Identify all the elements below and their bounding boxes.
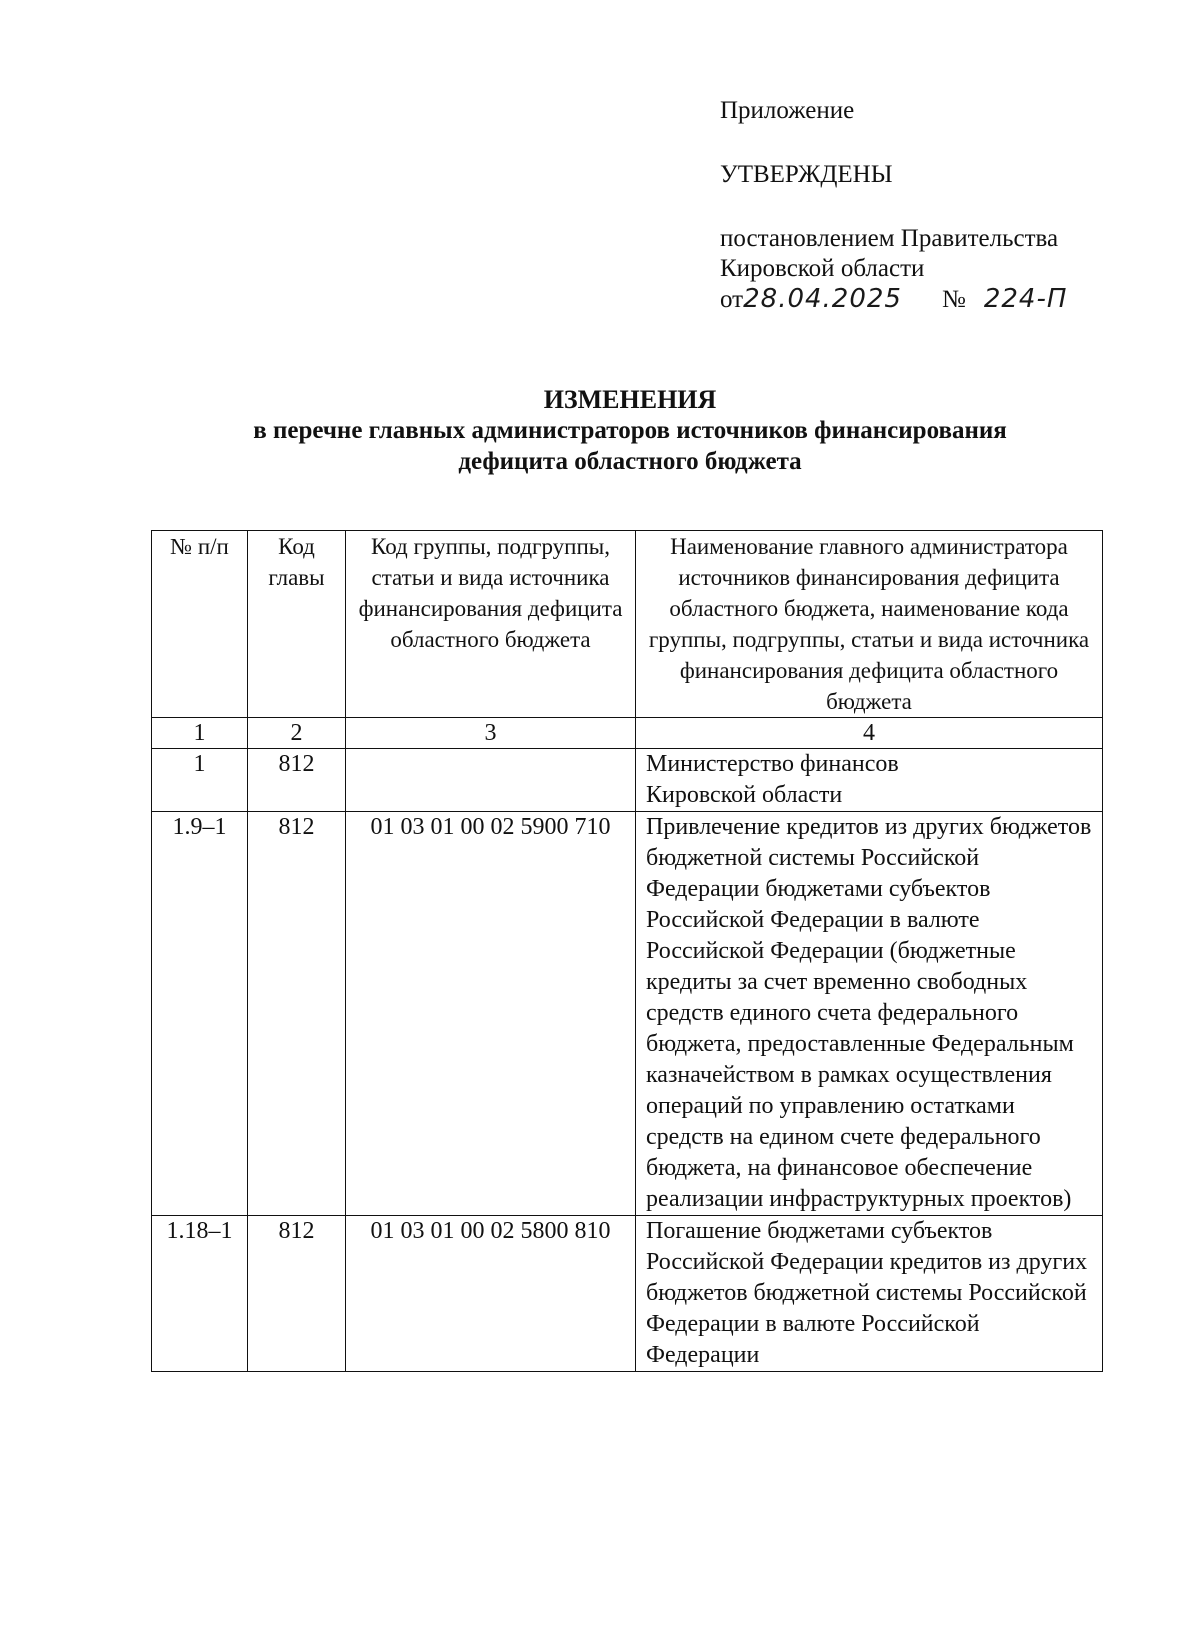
administrators-table — [151, 530, 1103, 1372]
row-number: 1.18–1 — [152, 1216, 248, 1372]
header-chapter-code: Код главы — [248, 531, 346, 718]
chapter-code: 812 — [248, 1216, 346, 1372]
administrator-name: Погашение бюджетами субъектов Российской Федерации кредитов из других бюджетов бюджетной системы Российской Федерации в валюте Российской Федерации — [636, 1216, 1103, 1372]
decree-date-number — [720, 284, 1160, 315]
chapter-code: 812 — [248, 749, 346, 812]
column-number: 3 — [346, 718, 636, 749]
table-row — [152, 1216, 1103, 1372]
document-title: ИЗМЕНЕНИЯ — [543, 385, 717, 414]
row-number: 1.9–1 — [152, 812, 248, 1216]
header-source-code: Код группы, подгруппы, статьи и вида источника финансирования дефицита областного бюджета — [346, 531, 636, 718]
approved-label: УТВЕРЖДЕНЫ — [720, 161, 893, 188]
source-code: 01 03 01 00 02 5800 810 — [346, 1216, 636, 1372]
document-heading — [100, 384, 1160, 477]
source-code — [346, 749, 636, 812]
header-administrator-name: Наименование главного администратора источников финансирования дефицита областного бюджета, наименование кода группы, подгруппы, статьи и вида источника финансирования дефицита областного бюджета — [636, 531, 1103, 718]
appendix-label: Приложение — [720, 97, 855, 124]
administrator-name: Министерство финансов Кировской области — [636, 749, 1103, 812]
handwritten-date: 28.04.2025 — [743, 284, 902, 314]
decree-line-2: Кировской области — [720, 255, 925, 282]
table-row — [152, 812, 1103, 1216]
handwritten-number: 224-П — [983, 284, 1068, 314]
approval-block — [720, 96, 1160, 315]
chapter-code: 812 — [248, 812, 346, 1216]
date-prefix: от — [720, 286, 744, 313]
row-number: 1 — [152, 749, 248, 812]
table-header-row — [152, 531, 1103, 718]
administrator-name: Привлечение кредитов из других бюджетов бюджетной системы Российской Федерации бюджетами субъектов Российской Федерации в валюте Российской Федерации (бюджетные кредиты за счет временно свободных средств единого счета федерального бюджета, предоставленные Федеральным казначейством в рамках осуществления операций по управлению остатками средств на едином счете федерального бюджета, на финансовое обеспечение реализации инфраструктурных проектов) — [636, 812, 1103, 1216]
source-code: 01 03 01 00 02 5900 710 — [346, 812, 636, 1216]
document-subtitle-line-2: дефицита областного бюджета — [458, 448, 802, 475]
column-number: 1 — [152, 718, 248, 749]
column-number: 2 — [248, 718, 346, 749]
document-subtitle-line-1: в перечне главных администраторов источников финансирования — [253, 417, 1007, 444]
column-number-row — [152, 718, 1103, 749]
column-number: 4 — [636, 718, 1103, 749]
number-sign: № — [941, 286, 966, 313]
header-row-number: № п/п — [152, 531, 248, 718]
decree-line-1: постановлением Правительства — [720, 225, 1059, 252]
table-row — [152, 749, 1103, 812]
